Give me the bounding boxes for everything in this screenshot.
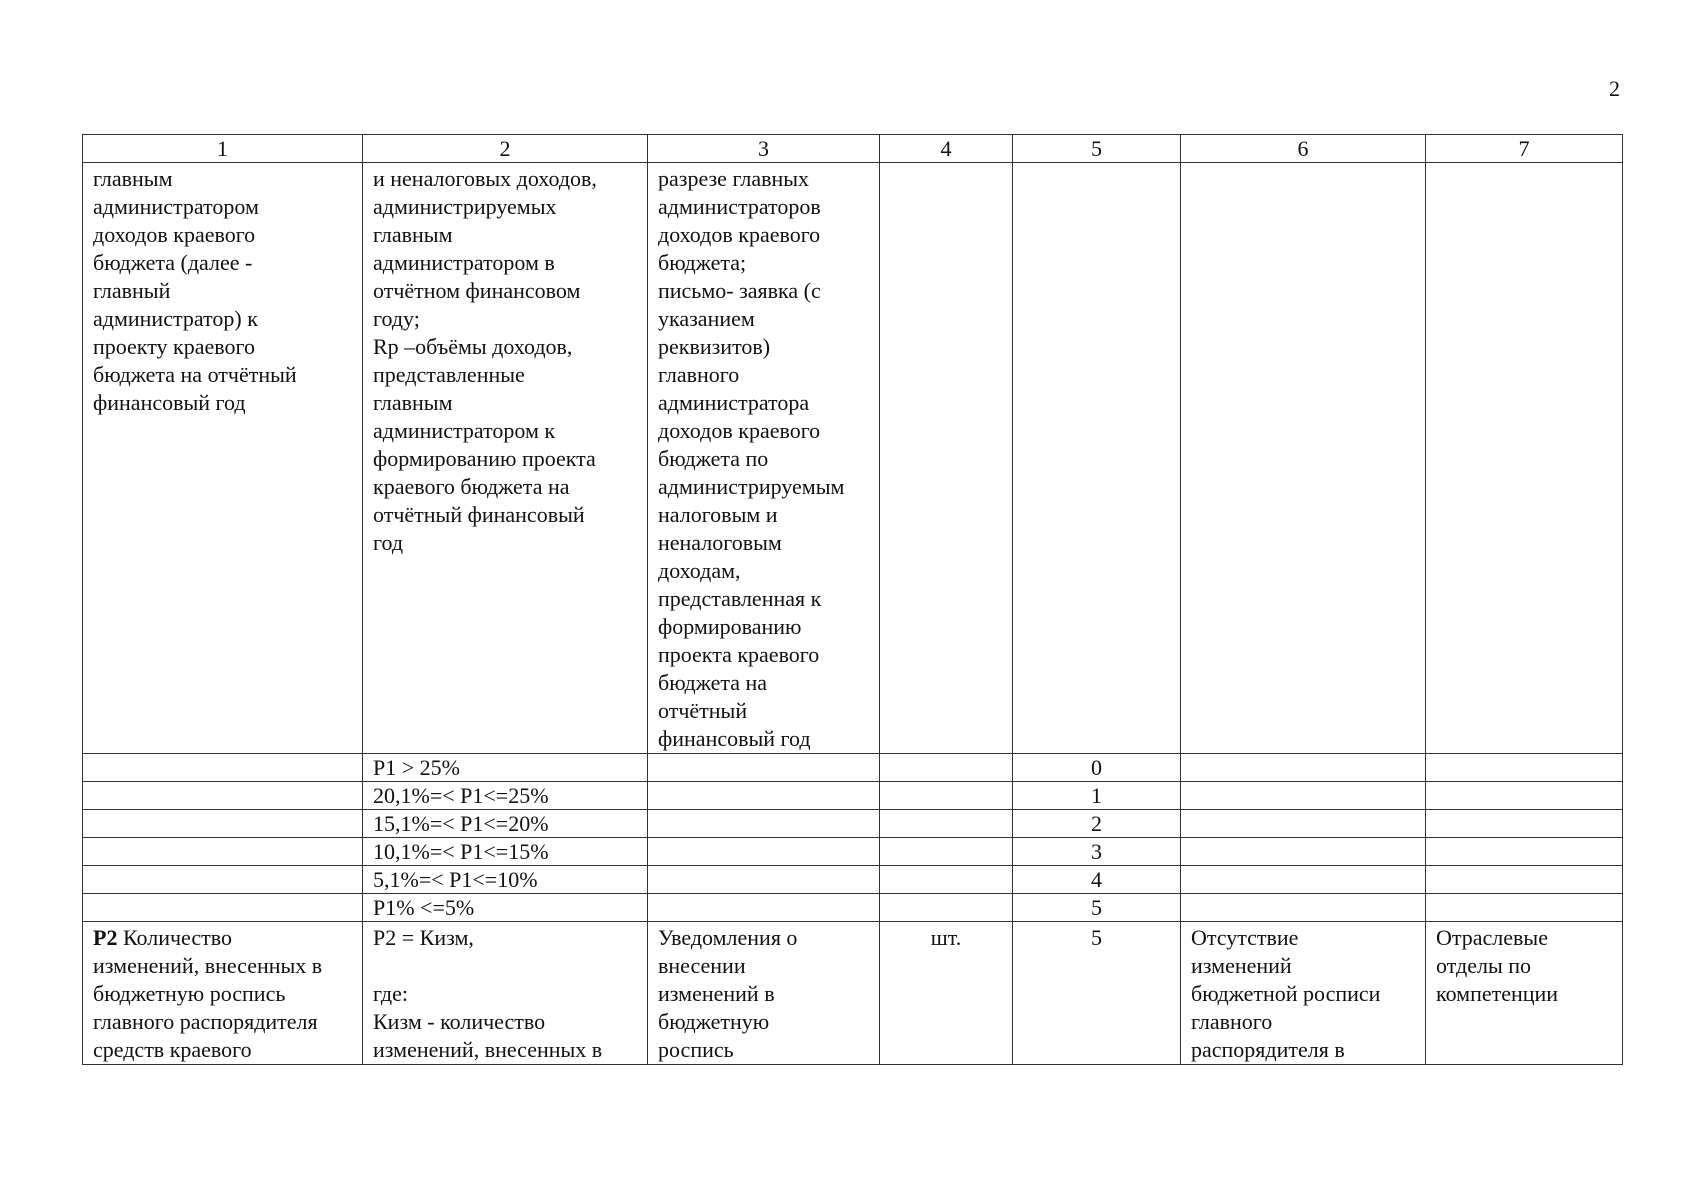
p2-indicator-row [83,922,1623,1065]
p1-continuation-row [83,163,1623,754]
indicators-table [82,134,1623,1065]
score-value: 2 [1013,810,1181,838]
score-condition: P1% <=5% [363,894,648,922]
score-condition: 20,1%=< P1<=25% [363,782,648,810]
unit-cell [880,163,1013,754]
score-row [83,782,1623,810]
column-number-cell: 2 [363,135,648,163]
unit-cell: шт. [880,922,1013,1065]
score-condition: 5,1%=< P1<=10% [363,866,648,894]
column-number-cell: 1 [83,135,363,163]
score-value: 5 [1013,894,1181,922]
indicator-name-cell [83,922,363,1065]
indicator-code: P2 [93,925,118,950]
score-row [83,810,1623,838]
score-value: 3 [1013,838,1181,866]
score-condition: P1 > 25% [363,754,648,782]
indicator-name: Количество изменений, внесенных в бюджетную роспись главного распорядителя средств краевого [93,925,323,1062]
column-number-row [83,135,1623,163]
column-number-cell: 3 [648,135,880,163]
responsible-cell: Отраслевые отделы по компетенции [1426,922,1623,1065]
indicator-name-cell: главным администратором доходов краевого бюджета (далее - главный администратор) к проекту краевого бюджета на отчётный финансовый год [83,163,363,754]
formula-cell: P2 = Кизм, где: Кизм - количество изменений, внесенных в [363,922,648,1065]
column-number-cell: 4 [880,135,1013,163]
score-value: 1 [1013,782,1181,810]
source-cell: Уведомления о внесении изменений в бюджетную роспись [648,922,880,1065]
responsible-cell [1426,163,1623,754]
score-row [83,754,1623,782]
column-number-cell: 6 [1181,135,1426,163]
score-condition: 10,1%=< P1<=15% [363,838,648,866]
score-row [83,838,1623,866]
target-cell [1181,163,1426,754]
column-number-cell: 5 [1013,135,1181,163]
formula-cell: и неналоговых доходов, администрируемых главным администратором в отчётном финансовом году; Rp –объёмы доходов, представленные главным администратором к формированию проекта краевого бюджета на отчётный финансовый год [363,163,648,754]
score-row [83,866,1623,894]
page-number: 2 [1609,76,1620,101]
score-row [83,894,1623,922]
max-score-cell [1013,163,1181,754]
column-number-cell: 7 [1426,135,1623,163]
score-value: 0 [1013,754,1181,782]
target-cell: Отсутствие изменений бюджетной росписи главного распорядителя в [1181,922,1426,1065]
score-value: 4 [1013,866,1181,894]
max-score-cell: 5 [1013,922,1181,1065]
source-cell: разрезе главных администраторов доходов краевого бюджета; письмо- заявка (с указанием реквизитов) главного администратора доходов краевого бюджета по администрируемым налоговым и неналоговым доходам, представленная к формированию проекта краевого бюджета на отчётный финансовый год [648,163,880,754]
score-condition: 15,1%=< P1<=20% [363,810,648,838]
